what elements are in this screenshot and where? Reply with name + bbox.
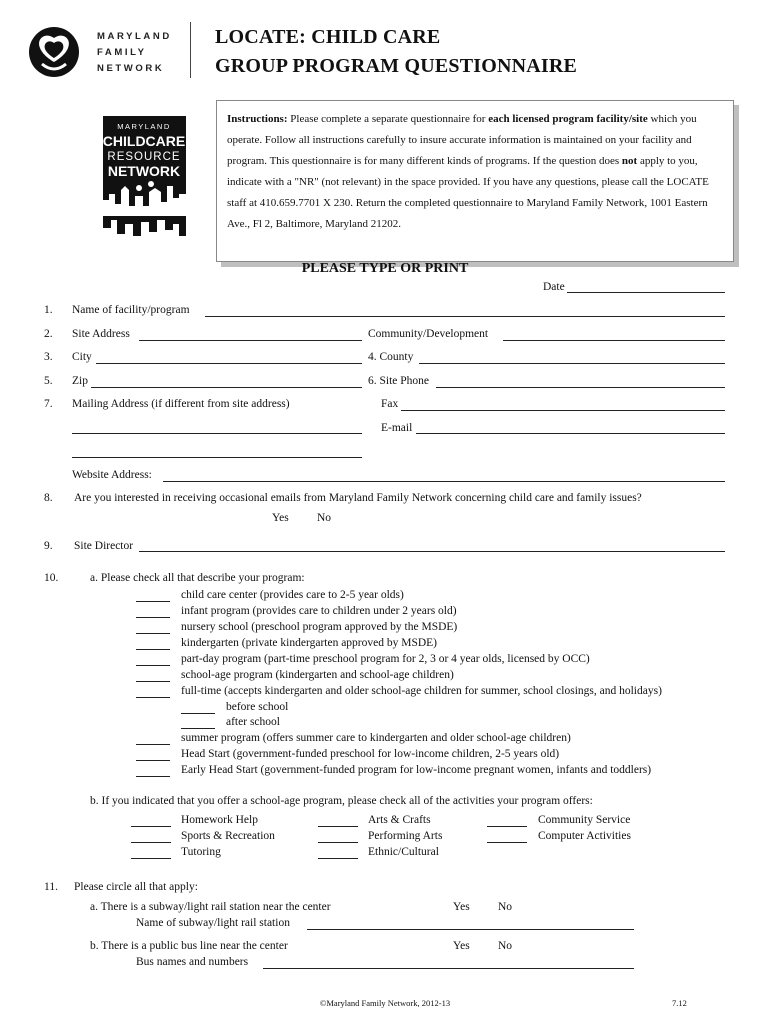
activity-checkbox-line[interactable] — [131, 826, 171, 827]
q8-yes-option[interactable]: Yes — [272, 512, 289, 524]
q5-number: 5. — [44, 375, 53, 387]
q11a-name-label: Name of subway/light rail station — [136, 917, 290, 929]
q11b-no-option[interactable]: No — [498, 940, 513, 952]
activity-checkbox-line[interactable] — [318, 826, 358, 827]
fax-label: Fax — [381, 398, 399, 410]
q10b-label: b. If you indicated that you offer a school-age program, please check all of the activities your program offers: — [90, 795, 593, 807]
org-name-line2: FAMILY — [97, 47, 147, 58]
activity-checkbox-line[interactable] — [131, 858, 171, 859]
instructions-label: Instructions: — [227, 113, 288, 125]
q10a-label: a. Please check all that describe your program: — [90, 572, 305, 584]
instructions-text-1: Please complete a separate questionnaire for — [287, 113, 489, 125]
q9-label: Site Director — [74, 540, 134, 552]
header-divider — [190, 22, 191, 78]
facility-name-field[interactable] — [205, 316, 725, 317]
site-phone-field[interactable] — [436, 387, 725, 388]
program-option: infant program (provides care to children under 2 years old) — [181, 605, 457, 617]
q8-no-option[interactable]: No — [317, 512, 332, 524]
org-name-line3: NETWORK — [97, 63, 165, 74]
program-option: full-time (accepts kindergarten and older school-age children for summer, school closings, and holidays) — [181, 685, 662, 697]
q8-label: Are you interested in receiving occasional emails from Maryland Family Network concerning child care and family issues? — [74, 492, 642, 504]
activity-option: Sports & Recreation — [181, 830, 275, 842]
childcare-resource-network-logo-icon — [103, 116, 186, 242]
q9-number: 9. — [44, 540, 53, 552]
activity-checkbox-line[interactable] — [131, 842, 171, 843]
instructions-bold-1: each licensed program facility/site — [488, 113, 648, 125]
q2-number: 2. — [44, 328, 53, 340]
instructions-box — [216, 100, 734, 262]
site-address-field[interactable] — [139, 340, 362, 341]
activity-checkbox-line[interactable] — [318, 842, 358, 843]
activity-option: Performing Arts — [368, 830, 443, 842]
bus-line-field[interactable] — [263, 968, 634, 969]
community-field[interactable] — [503, 340, 725, 341]
subway-station-field[interactable] — [307, 929, 634, 930]
q8-number: 8. — [44, 492, 53, 504]
crn-logo-text-2: CHILDCARE — [103, 133, 186, 149]
program-checkbox-line[interactable] — [136, 760, 170, 761]
program-checkbox-line[interactable] — [136, 601, 170, 602]
activity-option: Arts & Crafts — [368, 814, 431, 826]
after-school-label: after school — [226, 716, 280, 728]
before-school-label: before school — [226, 701, 289, 713]
program-option: nursery school (preschool program approved by the MSDE) — [181, 621, 458, 633]
crn-logo-text-1: MARYLAND — [117, 122, 171, 131]
footer-version: 7.12 — [672, 998, 687, 1008]
instructions-bold-2: not — [621, 155, 638, 167]
q5-label: Zip — [72, 375, 88, 387]
q3-label: City — [72, 351, 92, 363]
program-option: part-day program (part-time preschool program for 2, 3 or 4 year olds, licensed by OCC) — [181, 653, 590, 665]
program-checkbox-line[interactable] — [136, 617, 170, 618]
activity-option: Community Service — [538, 814, 631, 826]
community-label: Community/Development — [368, 328, 489, 340]
program-option: school-age program (kindergarten and school-age children) — [181, 669, 454, 681]
instructions-text — [227, 109, 723, 235]
county-field[interactable] — [419, 363, 725, 364]
program-option: summer program (offers summer care to kindergarten and older school-age children) — [181, 732, 571, 744]
instructions-text-3: apply to you, indicate with a "NR" (not relevant) in the space provided. If you have any questions, please call the LOCATE staff at 410.659.7701 X 230. Return the completed questionnaire to Maryland Family Network, 1001 Eastern Ave., Fl 2, Baltimore, Maryland 21202. — [227, 155, 709, 230]
activity-checkbox-line[interactable] — [318, 858, 358, 859]
date-field[interactable] — [567, 292, 725, 293]
q11a-yes-option[interactable]: Yes — [453, 901, 470, 913]
city-field[interactable] — [96, 363, 362, 364]
before-school-checkbox-line[interactable] — [181, 713, 215, 714]
q11b-yes-option[interactable]: Yes — [453, 940, 470, 952]
activity-option: Tutoring — [181, 846, 221, 858]
site-director-field[interactable] — [139, 551, 725, 552]
email-label: E-mail — [381, 422, 413, 434]
mailing-address-field-2[interactable] — [72, 457, 362, 458]
program-option: child care center (provides care to 2-5 year olds) — [181, 589, 404, 601]
q11-number: 11. — [44, 881, 58, 893]
activity-checkbox-line[interactable] — [487, 826, 527, 827]
site-phone-label: 6. Site Phone — [368, 375, 430, 387]
q7-number: 7. — [44, 398, 53, 410]
date-label: Date — [543, 281, 565, 293]
crn-logo-text-3: RESOURCE — [107, 151, 181, 163]
program-checkbox-line[interactable] — [136, 776, 170, 777]
activity-option: Ethnic/Cultural — [368, 846, 439, 858]
program-checkbox-line[interactable] — [136, 744, 170, 745]
activity-option: Homework Help — [181, 814, 258, 826]
maryland-family-network-logo-icon — [28, 26, 80, 78]
q1-number: 1. — [44, 304, 53, 316]
county-label: 4. County — [368, 351, 414, 363]
activity-checkbox-line[interactable] — [487, 842, 527, 843]
q11b-label: b. There is a public bus line near the center — [90, 940, 288, 952]
website-field[interactable] — [163, 481, 725, 482]
q1-label: Name of facility/program — [72, 304, 190, 316]
email-field[interactable] — [416, 433, 725, 434]
program-checkbox-line[interactable] — [136, 697, 170, 698]
form-title-line2: GROUP PROGRAM QUESTIONNAIRE — [215, 55, 578, 77]
footer-copyright: ©Maryland Family Network, 2012-13 — [319, 998, 451, 1008]
program-checkbox-line[interactable] — [136, 633, 170, 634]
crn-logo-text-4: NETWORK — [107, 163, 181, 179]
activity-option: Computer Activities — [538, 830, 631, 842]
please-type-heading: PLEASE TYPE OR PRINT — [301, 261, 469, 276]
program-checkbox-line[interactable] — [136, 665, 170, 666]
zip-field[interactable] — [91, 387, 362, 388]
q11a-no-option[interactable]: No — [498, 901, 513, 913]
instructions-text-2: which you operate. Follow all instructions carefully to insure accurate information is maintained on your facility and program. This questionnaire is for many different kinds of programs. If the question does — [227, 113, 697, 167]
program-checkbox-line[interactable] — [136, 649, 170, 650]
q10-number: 10. — [44, 572, 59, 584]
form-title-line1: LOCATE: CHILD CARE — [215, 26, 441, 48]
q7-label: Mailing Address (if different from site address) — [72, 398, 290, 410]
after-school-checkbox-line[interactable] — [181, 728, 215, 729]
program-option: Head Start (government-funded preschool for low-income children, 2-5 years old) — [181, 748, 560, 760]
fax-field[interactable] — [401, 410, 725, 411]
org-name-line1: MARYLAND — [97, 31, 172, 42]
program-checkbox-line[interactable] — [136, 681, 170, 682]
program-option: Early Head Start (government-funded program for low-income pregnant women, infants and toddlers) — [181, 764, 652, 776]
q11a-label: a. There is a subway/light rail station near the center — [90, 901, 331, 913]
q3-number: 3. — [44, 351, 53, 363]
q11-label: Please circle all that apply: — [74, 881, 198, 893]
q11b-name-label: Bus names and numbers — [136, 956, 249, 968]
program-option: kindergarten (private kindergarten approved by MSDE) — [181, 637, 438, 649]
q2-label: Site Address — [72, 328, 130, 340]
website-label: Website Address: — [72, 469, 152, 481]
mailing-address-field-1[interactable] — [72, 433, 362, 434]
